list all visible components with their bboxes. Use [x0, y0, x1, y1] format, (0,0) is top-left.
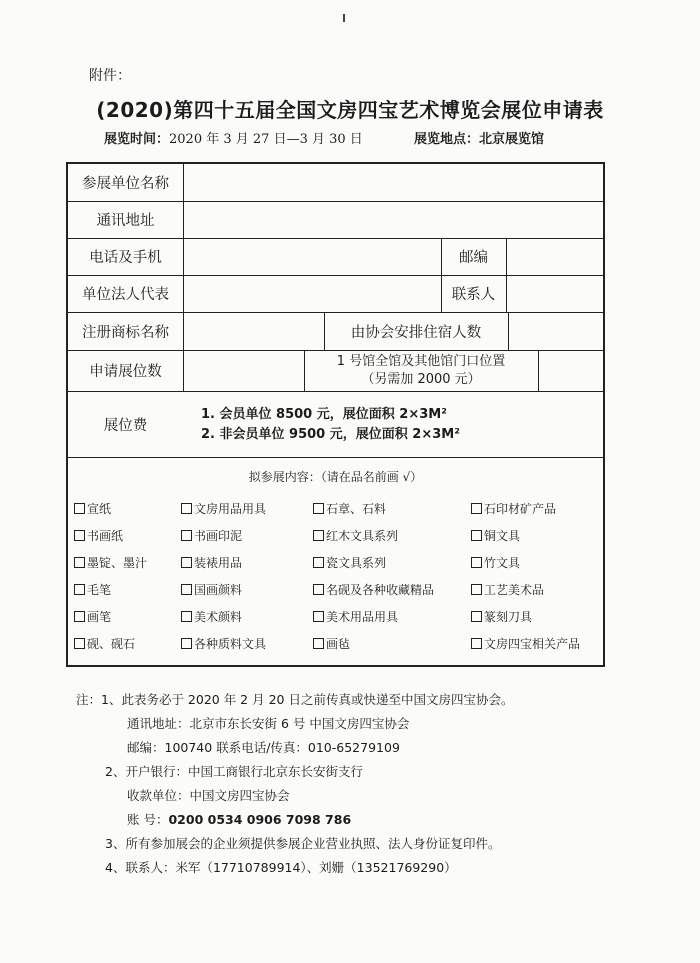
exhibit-item-label: 墨锭、墨汁: [87, 556, 148, 570]
exhibition-time: 展览时间：2020 年 3 月 27 日—3 月 30 日: [104, 132, 363, 147]
checkbox-icon[interactable]: [471, 638, 482, 649]
phone-label: 电话及手机: [89, 250, 162, 266]
exhibit-item-checkbox[interactable]: [181, 554, 242, 571]
checkbox-icon[interactable]: [471, 503, 482, 514]
note-4-contacts: 4、联系人：米军（17710789914）、刘姗（13521769290）: [105, 860, 457, 875]
content-intro: 拟参展内容：（请在品名前画 √）: [248, 470, 423, 484]
checkbox-icon[interactable]: [181, 638, 192, 649]
exhibit-item-checkbox[interactable]: [471, 635, 580, 652]
checkbox-icon[interactable]: [74, 530, 85, 541]
exhibit-item-checkbox[interactable]: [181, 608, 242, 625]
checkbox-icon[interactable]: [313, 530, 324, 541]
attachment-label: 附件：: [89, 68, 131, 84]
exhibit-item-label: 砚、砚石: [87, 637, 136, 651]
note-account: 账 号：0200 0534 0906 7098 786: [127, 812, 352, 827]
exhibit-item-checkbox[interactable]: [74, 608, 111, 625]
exhibit-item-label: 石印材矿产品: [484, 502, 557, 516]
checkbox-icon[interactable]: [181, 530, 192, 541]
address-label: 通讯地址: [96, 213, 155, 229]
exhibit-item-checkbox[interactable]: [471, 581, 544, 598]
exhibit-item-label: 工艺美术品: [484, 583, 545, 597]
exhibit-item-checkbox[interactable]: [471, 500, 556, 517]
exhibit-item-label: 竹文具: [484, 556, 521, 570]
checkbox-icon[interactable]: [74, 557, 85, 568]
checkbox-icon[interactable]: [471, 584, 482, 595]
lodging-label: 由协会安排住宿人数: [350, 324, 482, 341]
exhibit-item-checkbox[interactable]: [313, 635, 350, 652]
exhibition-place: 展览地点：北京展览馆: [414, 132, 545, 147]
checkbox-icon[interactable]: [313, 611, 324, 622]
exhibit-item-label: 画毡: [326, 637, 351, 651]
exhibit-item-label: 名砚及各种收藏精品: [326, 583, 435, 597]
checkbox-icon[interactable]: [74, 503, 85, 514]
gate-position-label: 1 号馆全馆及其他馆门口位置 （另需加 2000 元）: [336, 353, 506, 387]
exhibit-item-checkbox[interactable]: [181, 581, 242, 598]
checkbox-icon[interactable]: [181, 611, 192, 622]
exhibit-item-checkbox[interactable]: [74, 635, 135, 652]
exhibit-item-label: 篆刻刀具: [484, 610, 533, 624]
checkbox-icon[interactable]: [181, 503, 192, 514]
exhibit-item-checkbox[interactable]: [181, 500, 266, 517]
checkbox-icon[interactable]: [471, 530, 482, 541]
note-address: 通讯地址：北京市东长安街 6 号 中国文房四宝协会: [127, 716, 410, 731]
checkbox-icon[interactable]: [74, 584, 85, 595]
checkbox-icon[interactable]: [471, 611, 482, 622]
checkbox-icon[interactable]: [313, 638, 324, 649]
trademark-label: 注册商标名称: [82, 324, 169, 341]
note-1: 注：1、此表务必于 2020 年 2 月 20 日之前传真或快递至中国文房四宝协会。: [76, 692, 514, 707]
exhibit-item-label: 铜文具: [484, 529, 521, 543]
exhibit-item-label: 美术用品用具: [326, 610, 399, 624]
exhibit-item-label: 石章、石料: [326, 502, 387, 516]
checkbox-icon[interactable]: [313, 584, 324, 595]
legal-rep-label: 单位法人代表: [82, 287, 169, 303]
exhibit-item-label: 书画纸: [87, 529, 124, 543]
exhibit-item-checkbox[interactable]: [313, 500, 386, 517]
note-payee: 收款单位：中国文房四宝协会: [127, 788, 290, 803]
exhibit-item-label: 书画印泥: [194, 529, 243, 543]
exhibit-item-label: 国画颜料: [194, 583, 243, 597]
booth-fee-label: 展位费: [103, 417, 148, 434]
exhibit-item-checkbox[interactable]: [74, 554, 147, 571]
exhibit-item-checkbox[interactable]: [74, 527, 123, 544]
exhibit-item-label: 文房用品用具: [194, 502, 267, 516]
exhibit-item-checkbox[interactable]: [74, 581, 111, 598]
checkbox-icon[interactable]: [74, 638, 85, 649]
booth-fee-details: 1. 会员单位 8500 元，展位面积 2×3M² 2. 非会员单位 9500 元，展位面积 2×3M²: [201, 407, 460, 442]
checkbox-icon[interactable]: [471, 557, 482, 568]
exhibit-item-label: 宣纸: [87, 502, 112, 516]
postcode-label: 邮编: [459, 250, 488, 266]
checkbox-icon[interactable]: [313, 557, 324, 568]
exhibit-item-checkbox[interactable]: [313, 554, 386, 571]
checkbox-icon[interactable]: [181, 584, 192, 595]
exhibit-item-label: 装裱用品: [194, 556, 243, 570]
exhibit-item-checkbox[interactable]: [313, 527, 398, 544]
contact-label: 联系人: [451, 287, 496, 303]
exhibit-item-checkbox[interactable]: [181, 527, 242, 544]
exhibit-item-checkbox[interactable]: [471, 608, 532, 625]
exhibit-item-label: 瓷文具系列: [326, 556, 387, 570]
page-title: (2020)第四十五届全国文房四宝艺术博览会展位申请表: [96, 98, 604, 122]
exhibit-item-checkbox[interactable]: [471, 554, 520, 571]
checkbox-icon[interactable]: [74, 611, 85, 622]
note-postcode-phone: 邮编：100740 联系电话/传真：010-65279109: [127, 740, 400, 755]
booth-count-label: 申请展位数: [89, 364, 162, 380]
scan-mark: [343, 14, 345, 22]
checkbox-icon[interactable]: [313, 503, 324, 514]
exhibit-item-checkbox[interactable]: [313, 608, 398, 625]
exhibit-item-label: 毛笔: [87, 583, 112, 597]
exhibit-item-label: 文房四宝相关产品: [484, 637, 581, 651]
note-3: 3、所有参加展会的企业须提供参展企业营业执照、法人身份证复印件。: [105, 836, 501, 851]
exhibit-item-checkbox[interactable]: [471, 527, 520, 544]
unit-name-label: 参展单位名称: [82, 176, 169, 192]
exhibit-item-label: 美术颜料: [194, 610, 243, 624]
exhibit-item-label: 各种质料文具: [194, 637, 267, 651]
checkbox-icon[interactable]: [181, 557, 192, 568]
exhibit-item-label: 画笔: [87, 610, 112, 624]
exhibit-item-checkbox[interactable]: [181, 635, 266, 652]
exhibit-item-label: 红木文具系列: [326, 529, 399, 543]
application-form: [66, 162, 605, 667]
note-2-bank: 2、开户银行：中国工商银行北京东长安街支行: [105, 764, 363, 779]
exhibit-item-checkbox[interactable]: [74, 500, 111, 517]
exhibit-item-checkbox[interactable]: [313, 581, 434, 598]
